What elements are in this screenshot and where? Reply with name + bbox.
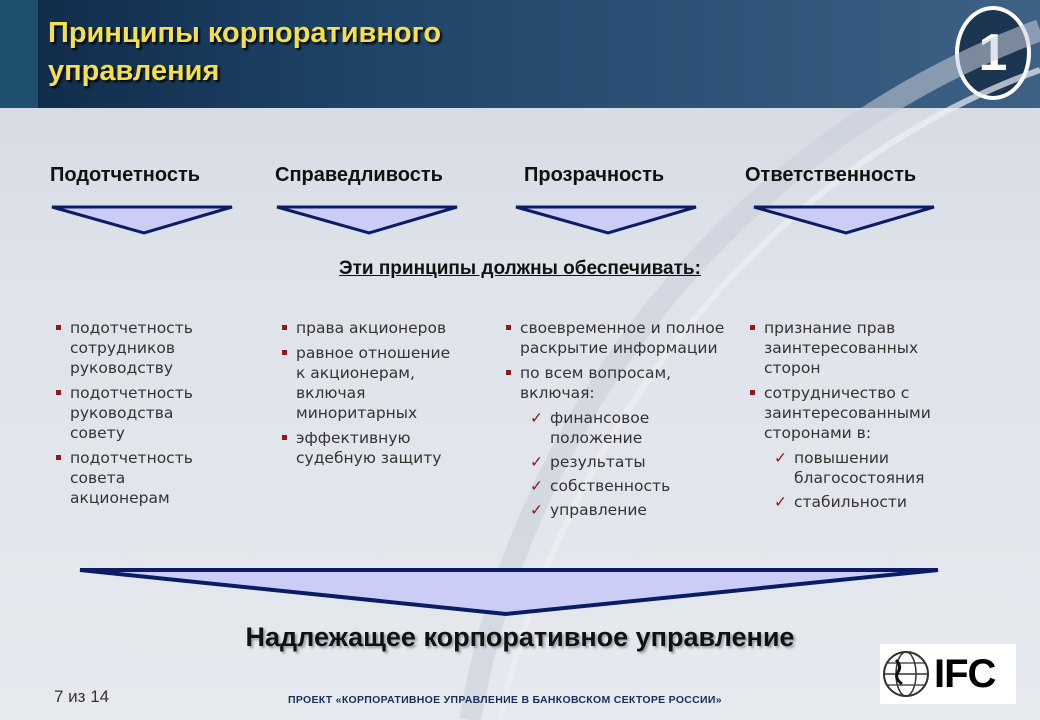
list-item: по всем вопросам, включая:: [506, 363, 726, 403]
summary-title: Надлежащее корпоративное управление: [245, 622, 795, 652]
list-item: признание прав заинтересованных сторон: [750, 318, 970, 378]
principle-fairness: Справедливость: [275, 164, 443, 186]
footer-text: ПРОЕКТ «КОРПОРАТИВНОЕ УПРАВЛЕНИЕ В БАНКОВСКОМ СЕКТОРЕ РОССИИ»: [288, 694, 722, 706]
check-item: ✓ стабильности: [774, 492, 970, 512]
list-item: подотчетность руководства совету: [56, 383, 226, 443]
principle-arrow-4: [752, 204, 936, 236]
ifc-logo: [880, 644, 1016, 704]
slide-title: [48, 14, 648, 90]
column-fairness: [282, 318, 460, 473]
principle-arrow-2: [275, 204, 459, 236]
principle-arrow-1: [50, 204, 234, 236]
section-subtitle: [0, 258, 1040, 280]
column-accountability: [56, 318, 226, 513]
check-item: ✓ финансовое положение: [530, 408, 726, 448]
check-item: ✓ результаты: [530, 452, 726, 472]
principle-responsibility: Ответственность: [745, 164, 917, 186]
header-bar: [0, 0, 1040, 108]
globe-icon: [880, 648, 932, 700]
list-item: эффективную судебную защиту: [282, 428, 460, 468]
title-line-2: управления: [48, 55, 220, 87]
logo-text: IFC: [934, 651, 996, 696]
check-item: ✓ собственность: [530, 476, 726, 496]
list-item: своевременное и полное раскрытие информации: [506, 318, 726, 358]
column-responsibility: [750, 318, 970, 516]
title-line-1: Принципы корпоративного: [48, 17, 442, 49]
slide-number-badge: 1: [955, 6, 1031, 100]
column-transparency: [506, 318, 726, 524]
list-item: сотрудничество с заинтересованными сторонами в:: [750, 383, 970, 443]
header-edge: [0, 0, 38, 108]
principle-arrow-3: [514, 204, 698, 236]
subtitle-text: Эти принципы должны обеспечивать:: [339, 258, 701, 279]
list-item: подотчетность сотрудников руководству: [56, 318, 226, 378]
principle-transparency: Прозрачность: [524, 164, 665, 186]
summary-arrow: [78, 566, 940, 618]
list-item: равное отношение к акционерам, включая миноритарных: [282, 343, 460, 423]
check-item: ✓ управление: [530, 500, 726, 520]
principle-accountability: Подотчетность: [50, 164, 201, 186]
check-item: ✓ повышении благосостояния: [774, 448, 970, 488]
list-item: подотчетность совета акционерам: [56, 448, 226, 508]
list-item: права акционеров: [282, 318, 460, 338]
page-indicator: 7 из 14: [54, 687, 110, 706]
